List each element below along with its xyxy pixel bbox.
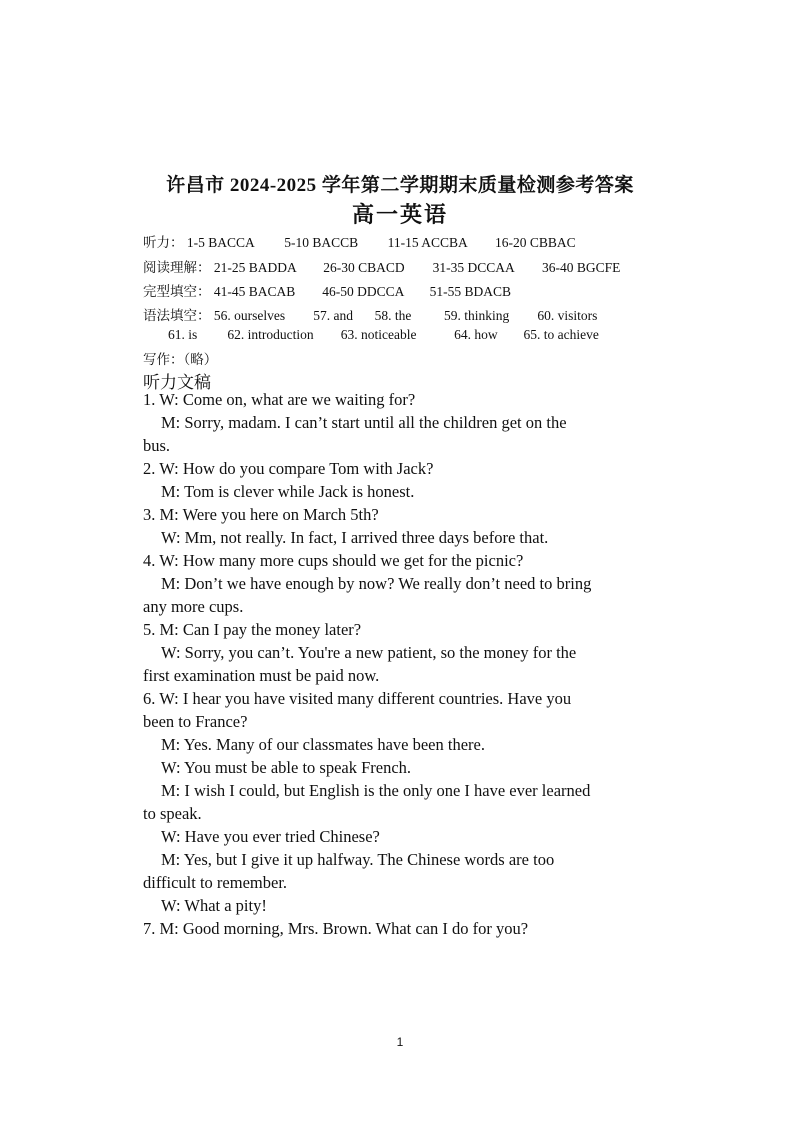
transcript-line: been to France? <box>143 712 248 731</box>
transcript-line: W: What a pity! <box>161 896 267 915</box>
transcript-header: 听力文稿 <box>143 373 211 392</box>
transcript-line: to speak. <box>143 804 202 823</box>
answers-label: 听力： <box>143 235 184 250</box>
transcript-line: M: Yes, but I give it up halfway. The Chinese words are too <box>161 850 555 869</box>
answer-item: 60. visitors <box>537 308 598 323</box>
answer-item: 41-45 BACAB <box>213 284 296 299</box>
answers-writing: 写作：（略） <box>143 352 218 367</box>
transcript-line: W: Have you ever tried Chinese? <box>161 827 380 846</box>
transcript-line: 3. M: Were you here on March 5th? <box>143 505 379 524</box>
answer-item: 57. and <box>313 308 353 323</box>
answer-item: 56. ourselves <box>213 308 286 323</box>
transcript-line: W: You must be able to speak French. <box>161 758 412 777</box>
transcript-line: M: Yes. Many of our classmates have been there. <box>161 735 485 754</box>
transcript-line: M: Tom is clever while Jack is honest. <box>161 482 415 501</box>
page-subtitle: 高一英语 <box>351 202 448 227</box>
transcript-line: bus. <box>143 436 171 455</box>
answer-item: 36-40 BGCFE <box>542 260 621 275</box>
answers-grammar-row2 <box>168 327 599 343</box>
answer-item: 59. thinking <box>444 308 510 323</box>
transcript <box>143 388 663 940</box>
transcript-line: M: I wish I could, but English is the only one I have ever learned <box>161 781 591 800</box>
transcript-line: 2. W: How do you compare Tom with Jack? <box>143 459 434 478</box>
answer-item: 1-5 BACCA <box>186 235 255 250</box>
page-title: 许昌市 2024-2025 学年第二学期期末质量检测参考答案 <box>166 175 634 196</box>
transcript-line: M: Don’t we have enough by now? We really don’t need to bring <box>161 574 592 593</box>
answers-listening <box>143 231 576 251</box>
answer-item: 62. introduction <box>227 327 314 342</box>
transcript-line: first examination must be paid now. <box>143 666 380 685</box>
answer-item: 16-20 CBBAC <box>495 235 576 250</box>
transcript-line: 4. W: How many more cups should we get for the picnic? <box>143 551 524 570</box>
transcript-line: 6. W: I hear you have visited many different countries. Have you <box>143 689 572 708</box>
answer-item: 65. to achieve <box>523 327 599 342</box>
answer-item: 58. the <box>374 308 412 323</box>
answer-item: 46-50 DDCCA <box>322 284 405 299</box>
answers-label: 完型填空： <box>143 284 211 299</box>
answers-label: 语法填空： <box>143 308 211 323</box>
answer-item: 31-35 DCCAA <box>432 260 515 275</box>
transcript-line: 7. M: Good morning, Mrs. Brown. What can I do for you? <box>143 919 529 938</box>
answer-item: 5-10 BACCB <box>284 235 359 250</box>
transcript-line: 1. W: Come on, what are we waiting for? <box>143 390 416 409</box>
answer-item: 21-25 BADDA <box>213 260 297 275</box>
transcript-line: 5. M: Can I pay the money later? <box>143 620 362 639</box>
answer-item: 26-30 CBACD <box>323 260 405 275</box>
page-number: 1 <box>396 1035 404 1049</box>
answer-item: 61. is <box>168 327 198 342</box>
answers-grammar <box>143 304 597 324</box>
answer-item: 63. noticeable <box>340 327 417 342</box>
transcript-line: any more cups. <box>143 597 244 616</box>
answer-item: 11-15 ACCBA <box>387 235 468 250</box>
answers-label: 阅读理解： <box>143 260 211 275</box>
transcript-line: W: Mm, not really. In fact, I arrived three days before that. <box>161 528 549 547</box>
transcript-line: M: Sorry, madam. I can’t start until all the children get on the <box>161 413 567 432</box>
answers-cloze <box>143 280 511 300</box>
answer-item: 64. how <box>454 327 498 342</box>
transcript-line: W: Sorry, you can’t. You're a new patient, so the money for the <box>161 643 577 662</box>
answers-reading <box>143 256 620 276</box>
transcript-line: difficult to remember. <box>143 873 288 892</box>
answer-item: 51-55 BDACB <box>429 284 512 299</box>
